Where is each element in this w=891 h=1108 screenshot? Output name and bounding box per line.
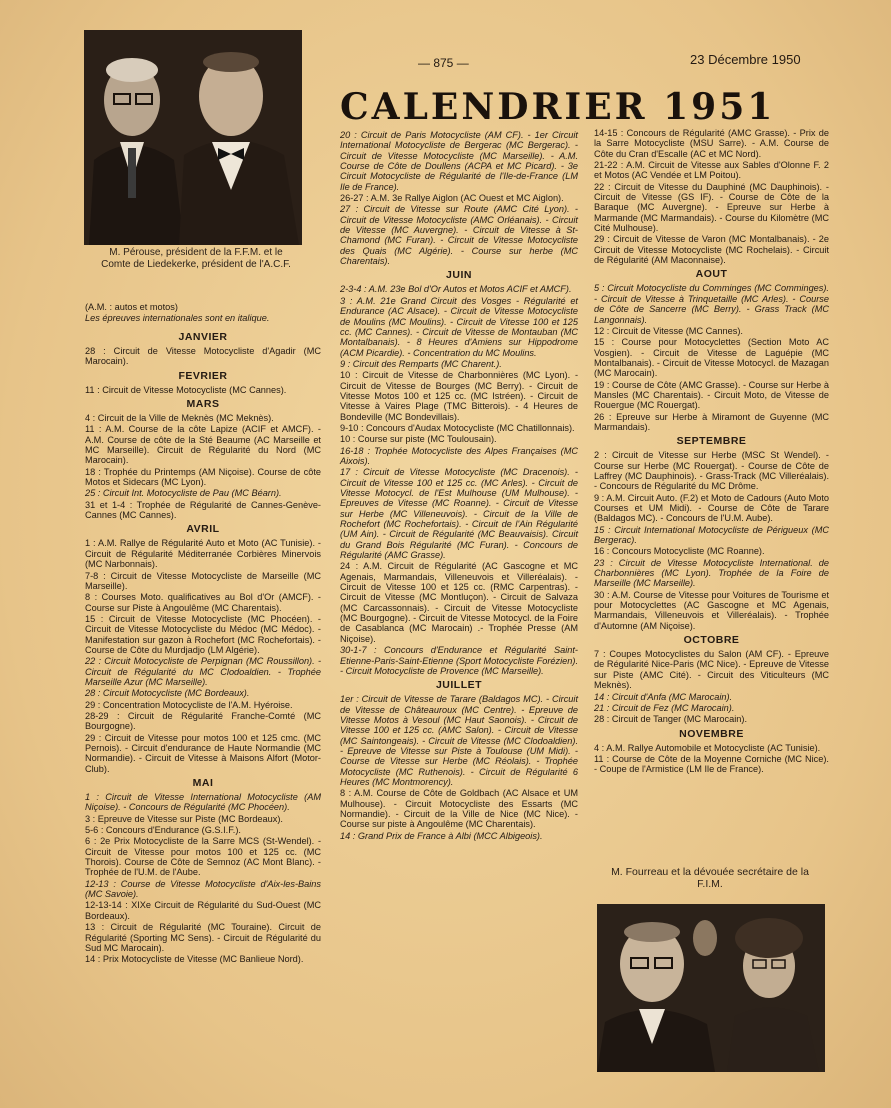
page-number: — 875 — [418,56,469,70]
legend-abbreviation: (A.M. : autos et motos) [85,302,178,312]
event-entry: 31 et 1-4 : Trophée de Régularité de Cannes-Genève-Cannes (MC Cannes). [85,499,321,521]
event-entry: 16 : Concours Motocycliste (MC Roanne). [594,546,765,557]
event-entry: 13 : Circuit de Régularité (MC Touraine). Circuit de Régularité (Sporting MC Sens). - Circuit de Régularité du Sud MC Marocain). [85,922,321,953]
event-entry: 6 : 2e Prix Motocycliste de la Sarre MCS (St-Wendel). - Circuit de Vitesse pour motos 100 et 125 cc. (MC Thorois). Course de Côte de Semnoz (AC Mont Blanc). - Trophée de l'U.M. de l'Aube. [85,836,321,878]
event-entry: 28-29 : Circuit de Régularité Franche-Comté (MC Bourgogne). [85,710,321,732]
top-photo-caption: M. Pérouse, président de la F.F.M. et le Comte de Liedekerke, président de l'A.C.F. [101,247,291,270]
event-entry: 26 : Epreuve sur Herbe à Miramont de Guyenne (MC Marmandais). [594,411,829,432]
calendar-column-2 [340,130,578,842]
event-entry: 9 : Circuit des Remparts (MC Charent.). [340,358,502,369]
event-entry: 9-10 : Concours d'Audax Motocycliste (MC Chatillonnais). [340,422,575,433]
event-entry: 30 : A.M. Course de Vitesse pour Voitures de Tourisme et pour Motocyclettes (AC Gascogne et MC Agenais, Marmandais, Villeneuvois et Villeréalais). - Trophée d'Automne (AM Niçoise). [594,589,829,631]
event-entry: 22 : Circuit de Vitesse du Dauphiné (MC Dauphinois). - Circuit de Vitesse (GS IF). - Course de Côte de la Baraque (MC Auvergne). - Epreuve sur Herbe à Marmande (MC Marmandais). - Course du Kilomètre (MC Cité Mulhouse). [594,181,829,234]
event-entry: 12-13 : Course de Vitesse Motocycliste d'Aix-les-Bains (MC Savoie). [85,878,321,900]
calendar-column-3 [594,128,829,776]
event-entry: 14-15 : Concours de Régularité (AMC Grasse). - Prix de la Sarre Motocycliste (MSU Sarre). - A.M. Course de Côte du Cran d'Escalle (AC et MC Nord). [594,128,829,159]
event-entry: 18 : Trophée du Printemps (AM Niçoise). Course de côte Motos et Sidecars (MC Lyon). [85,466,321,488]
event-entry: 23 : Circuit de Vitesse Motocycliste International. de Charbonnières (MC Lyon). Trophée de la Foire de Marseille (MC Marseille). [594,557,829,589]
event-entry: 2-3-4 : A.M. 23e Bol d'Or Autos et Motos ACIF et AMCF). [340,284,572,295]
event-entry: 7-8 : Circuit de Vitesse Motocycliste de Marseille (MC Marseille). [85,570,321,591]
month-heading: JUILLET [435,679,483,692]
month-heading: NOVEMBRE [679,727,744,740]
page-title: CALENDRIER 1951 [340,86,776,128]
event-entry: 21-22 : A.M. Circuit de Vitesse aux Sables d'Olonne F. 2 et Motos (AC Vendée et LM Poitou). [594,160,829,181]
legend-international: Les épreuves internationales sont en italique. [85,313,270,324]
event-entry: 1 : A.M. Rallye de Régularité Auto et Moto (AC Tunisie). - Circuit de Régularité Méditerranée Corbières Minervois (MC Narbonnais). [85,538,321,570]
event-entry: 3 : Epreuve de Vitesse sur Piste (MC Bordeaux). [85,813,283,824]
event-entry: 14 : Circuit d'Anfa (MC Marocain). [594,691,733,702]
month-heading: AVRIL [186,523,220,536]
event-entry: 5 : Circuit Motocycliste du Comminges (MC Comminges). - Circuit de Vitesse à Trinquetaille (MC Arles). - Course de Côte de Sancerre (MC Berry). - Grass Track (MC Langonnais). [594,283,829,325]
month-heading: SEPTEMBRE [676,435,747,448]
event-entry: 2 : Circuit de Vitesse sur Herbe (MSC St Wendel). - Course sur Herbe (MC Rouergat). - Course de Côte de Laffrey (MC Dauphinois). - Grass-Track (MC Villeréalais). - Concours de Régularité du MC Drôme. [594,450,829,492]
event-entry: 8 : Courses Moto. qualificatives au Bol d'Or (AMCF). - Course sur Piste à Angoulême (MC Charentais). [85,592,321,613]
event-entry: 27 : Circuit de Vitesse sur Route (AMC Cité Lyon). - Circuit de Vitesse Motocycliste (AMC Orléanais). - Circuit de Vitesse (MC Auvergne). - Circuit de Vitesse à St-Chamond (MC Furan). - Circuit de Vitesse Motocycliste des Quais (MC Algérie). - Course sur herbe (MC Charentais). [340,204,578,267]
photo-fourreau-secretary [597,904,825,1072]
event-entry: 30-1-7 : Concours d'Endurance et Régularité Saint-Etienne-Paris-Saint-Etienne (Sport Motocycliste Forézien). - Circuit Motocycliste de Provence (MC Marseille). [340,645,578,676]
event-entry: 19 : Course de Côte (AMC Grasse). - Course sur Herbe à Mansles (MC Charentais). - Circuit Moto, de Vitesse de Rouergue (MC Rouergat). [594,379,829,411]
event-entry: 14 : Grand Prix de France à Albi (MCC Albigeois). [340,830,543,841]
bottom-photo-caption: M. Fourreau et la dévouée secrétaire de la F.I.M. [611,866,809,890]
issue-date: 23 Décembre 1950 [690,52,801,67]
event-entry: 11 : Course de Côte de la Moyenne Corniche (MC Nice). - Coupe de l'Armistice (LM Ile de France). [594,753,829,775]
event-entry: 15 : Circuit International Motocycliste de Périgueux (MC Bergerac). [594,524,829,546]
event-entry: 29 : Circuit de Vitesse pour motos 100 et 125 cmc. (MC Pernois). - Circuit d'endurance de Haute Normandie (MC Normandie). - Circuit de Vitesse à Maisons Alfort (Motor-Club). [85,732,321,774]
month-heading: MARS [186,398,220,411]
event-entry: 16-18 : Trophée Motocycliste des Alpes Françaises (MC Aixois). [340,445,578,466]
event-entry: 12-13-14 : XIXe Circuit de Régularité du Sud-Ouest (MC Bordeaux). [85,900,321,921]
event-entry: 11 : Circuit de Vitesse Motocycliste (MC Cannes). [85,384,287,395]
calendar-column-1 [85,328,321,966]
event-entry: 5-6 : Concours d'Endurance (G.S.I.F.). [85,825,241,836]
event-entry: 28 : Circuit de Vitesse Motocycliste d'Agadir (MC Marocain). [85,346,321,367]
photo-illustration [84,30,302,245]
month-heading: JANVIER [178,331,228,343]
event-entry: 24 : A.M. Circuit de Régularité (AC Gascogne et MC Agenais, Marmandais, Villeneuvois et Villeréalais). - Circuit de Vitesse 100 et 125 cc. (RMC Carpentras). - Circuit de Vitesse (MC Montluçon). - Circuit de Salvaza (MC Carcassonnais). - Circuit de Vitesse Motocycliste (MC Bourgogne). - Circuit de Vitesse Motocycl. de la Foire de Casablanca (MC Marocain) .- Trophée Presse (AM Niçoise). [340,561,578,644]
event-entry: 4 : A.M. Rallye Automobile et Motocycliste (AC Tunisie). [594,742,821,753]
event-entry: 29 : Concentration Motocycliste de l'A.M. Hyéroise. [85,699,293,710]
month-heading: AOUT [695,268,728,281]
event-entry: 1 : Circuit de Vitesse International Motocycliste (AM Niçoise). - Concours de Régularité (MC Phocéen). [85,792,321,813]
legend [85,302,321,325]
event-entry: 25 : Circuit Int. Motocycliste de Pau (MC Béarn). [85,488,282,499]
event-entry: 15 : Circuit de Vitesse Motocycliste (MC Phocéen). - Circuit de Vitesse Motocycliste du Médoc (MC Médoc). - Manifestation sur gazon à Rochefort (MC Rochefortais). - Course de Côte du Murdjadjo (LM Algérie). [85,613,321,655]
event-entry: 7 : Coupes Motocyclistes du Salon (AM CF). - Epreuve de Régularité Nice-Paris (MC Nice). - Epreuve de Vitesse sur Piste (AMC Cité). - Circuit des Viticulteurs (MC Meknès). [594,649,829,691]
event-entry: 15 : Course pour Motocyclettes (Section Moto AC Vosgien). - Circuit de Vitesse de Laguépie (MC Montalbanais). - Circuit de Vitesse Motocycl. de Mazagan (MC Marocain). [594,337,829,379]
event-entry: 8 : A.M. Course de Côte de Goldbach (AC Alsace et UM Mulhouse). - Circuit Motocycliste des Essarts (MC Normandie). - Circuit de la Ville de Nice (MC Nice). - Course sur piste à Angoulême (MC Charentais). [340,788,578,830]
event-entry: 22 : Circuit Motocycliste de Perpignan (MC Roussillon). - Circuit de Régularité du MC Clodoaldien. - Trophée Marseille Azur (MC Marseille). [85,656,321,687]
event-entry: 9 : A.M. Circuit Auto. (F.2) et Moto de Cadours (Auto Moto Courses et UM Midi). - Course de Côte de Tarare (Baldagos MC). - Concours de l'U.M. Aube). [594,492,829,524]
photo-illustration-2 [597,904,825,1072]
event-entry: 29 : Circuit de Vitesse de Varon (MC Montalbanais). - 2e Circuit de Vitesse Motocycliste (MC Rochelais). - Circuit de Régularité (AM Maconnaise). [594,234,829,266]
event-entry: 14 : Prix Motocycliste de Vitesse (MC Banlieue Nord). [85,954,304,965]
event-entry: 4 : Circuit de la Ville de Meknès (MC Meknès). [85,413,274,424]
month-heading: FEVRIER [178,369,228,382]
month-heading: OCTOBRE [683,634,740,647]
month-heading: MAI [192,777,214,790]
event-entry: 17 : Circuit de Vitesse Motocycliste (MC Dracenois). - Circuit de Vitesse 100 et 125 cc. (MC Arles). - Circuit de Vitesse Motocycl. de l'Est Mulhouse (UM Mulhouse). - Epreuves de Vitesse (MC Roanne). - Circuit de Vitesse sur Herbe (MC Villeneuvois). - Circuit de la Ville de Rochefort (MC Rochefortais). - Circuit de l'Ain Régularité (UM Ain). - Circuit de Régularité (MC Beauvaisis). Circuit du Grand Bois Régularité (MC Furan). - Concours de Régularité (AMC Grasse). [340,467,578,561]
event-entry: 1er : Circuit de Vitesse de Tarare (Baldagos MC). - Circuit de Vitesse de Châteauroux (MC Centre). - Epreuve de Vitesse Motos à Vesoul (MC Haut Saonois). - Circuit de Vitesse 100 et 125 cc. (AMC Salon). - Circuit de Vitesse (MC Saintongeais). - Circuit de Vitesse (MC Clodoaldien). - Epreuve de Vitesse sur Piste à Toulouse (UM Midi). - Course de Vitesse sur Herbe (MC Réolais). - Trophée Motocycliste (MC Ruthenois). - Circuit de Régularité 6 Heures (MC Montmorency). [340,694,578,787]
event-entry: 21 : Circuit de Fez (MC Marocain). [594,702,735,713]
event-entry: 11 : A.M. Course de la côte Lapize (ACIF et AMCF). - A.M. Course de côte de la Sté Beaume (AC Marseille et MC Marseille). Circuit de Régularité du Nord (MC Marocain). [85,424,321,466]
event-entry: 28 : Circuit Motocycliste (MC Bordeaux). [85,688,250,699]
event-entry: 28 : Circuit de Tanger (MC Marocain). [594,714,748,725]
event-entry: 20 : Circuit de Paris Motocycliste (AM CF). - 1er Circuit International Motocycliste de Bergerac (MC Bergerac). - Circuit de Vitesse Motocycliste (MC Marseille). - A.M. Course de Côte de Doullens (ACPA et MC Picard). - 3e Circuit Motocycliste de Régularité de l'Ile-de-France (LM Ile de France). [340,130,578,192]
month-heading: JUIN [446,269,472,282]
photo-perouse-liedekerke [84,30,302,245]
event-entry: 26-27 : A.M. 3e Rallye Aiglon (AC Ouest et MC Aiglon). [340,193,564,204]
event-entry: 12 : Circuit de Vitesse (MC Cannes). [594,325,743,336]
event-entry: 10 : Circuit de Vitesse de Charbonnières (MC Lyon). - Circuit de Vitesse de Bourges (MC Berry). - Circuit de Vitesse Motos 100 et 125 cc. (MC Istréen). - Circuit de Vitesse à Vaires Plage (TMC Bitterois). - 4 Heures de Bondeville (MC Bondevillais). [340,370,578,422]
event-entry: 3 : A.M. 21e Grand Circuit des Vosges - Régularité et Endurance (AC Alsace). - Circuit de Vitesse Motocycliste de Moulins (MC Moulins). - Circuit de Vitesse 100 et 125 cc. (MC Cannes). - Circuit de Vitesse de Montauban (MC Montalbanais). - 8 Heures d'Amiens sur Hippodrome (ACM Picardie). - Concentration du MC Moulins. [340,295,578,358]
event-entry: 10 : Course sur piste (MC Toulousain). [340,434,497,445]
